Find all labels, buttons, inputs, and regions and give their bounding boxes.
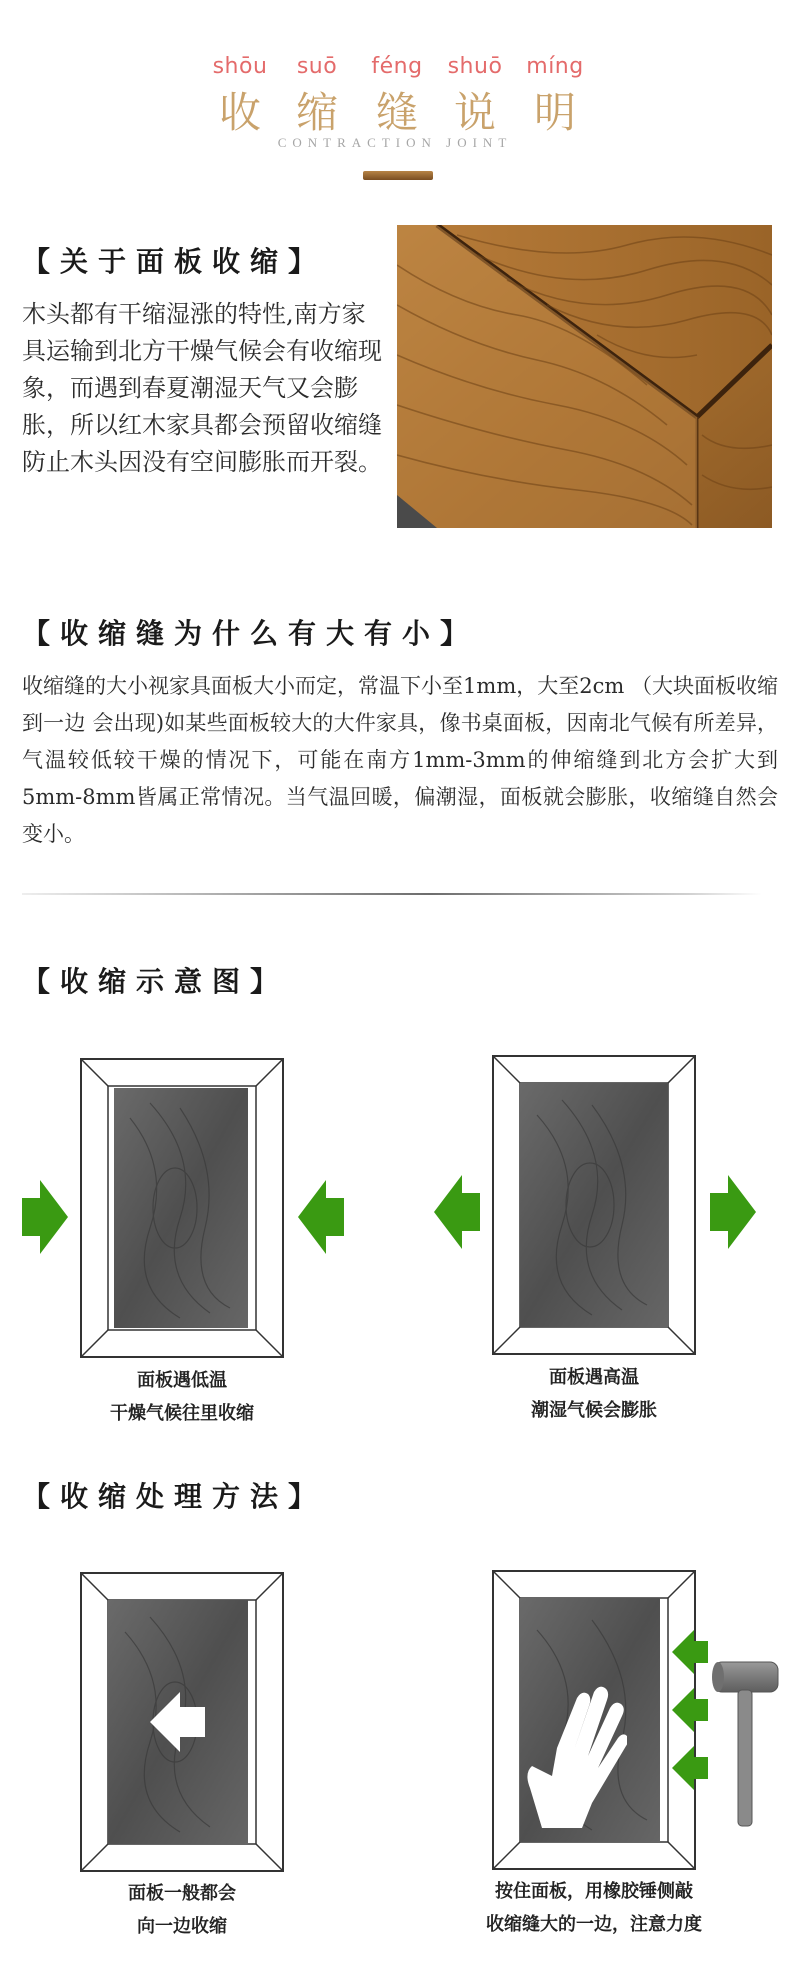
arrow-right-icon (22, 1180, 68, 1254)
caption-line: 向一边收缩 (137, 1916, 227, 1937)
pinyin-suo: suō (296, 54, 338, 79)
caption-line: 面板遇高温 (549, 1367, 639, 1388)
caption-line: 收缩缝大的一边，注意力度 (486, 1914, 702, 1935)
diagram-expand-frame (492, 1055, 696, 1355)
arrow-left-icon (298, 1180, 344, 1254)
caption-line: 潮湿气候会膨胀 (531, 1400, 657, 1421)
caption-line: 按住面板，用橡胶锤侧敲 (495, 1881, 693, 1902)
hanzi-suo: 缩 (295, 88, 338, 137)
arrow-right-icon (710, 1175, 756, 1249)
diagram-hammer-caption (470, 1875, 718, 1941)
arrow-left-icon (672, 1688, 708, 1732)
arrow-left-icon (434, 1175, 480, 1249)
diagram-expand-caption (492, 1361, 696, 1427)
diagram-one-side-caption (80, 1877, 284, 1943)
diagram-one-side-frame (80, 1572, 284, 1872)
arrow-left-icon (672, 1746, 708, 1790)
section-title-method: 【收缩处理方法】 (22, 1480, 327, 1513)
page-subtitle: CONTRACTION JOINT (277, 135, 513, 150)
pinyin-feng: féng (371, 54, 423, 79)
section-title-panel-shrink: 【关于面板收缩】 (22, 245, 327, 278)
rubber-mallet-icon (712, 1650, 780, 1830)
caption-line: 面板一般都会 (128, 1883, 236, 1904)
pinyin-ming: míng (526, 54, 584, 79)
section-text-panel-shrink: 木头都有干缩湿涨的特性,南方家具运输到北方干燥气候会有收缩现象，而遇到春夏潮湿天气又会膨胀，所以红木家具都会预留收缩缝防止木头因没有空间膨胀而开裂。 (22, 300, 382, 476)
pinyin-shou: shōu (212, 54, 268, 79)
hand-icon (522, 1678, 627, 1828)
diagram-shrink-frame (80, 1058, 284, 1358)
section-title-diagram: 【收缩示意图】 (22, 965, 289, 998)
hanzi-ming: 明 (533, 88, 576, 137)
hanzi-feng: 缝 (375, 88, 418, 137)
hanzi-shou: 收 (218, 88, 261, 137)
hanzi-row (0, 80, 790, 136)
page-header (0, 0, 790, 200)
caption-line: 干燥气候往里收缩 (110, 1403, 254, 1424)
caption-line: 面板遇低温 (137, 1370, 227, 1391)
section-text-joint-size: 收缩缝的大小视家具面板大小而定，常温下小至1mm，大至2cm （大块面板收缩到一边 会出现)如某些面板较大的大件家具，像书桌面板，因南北气候有所差异，气温较低较干燥的情况下，可能在南方1mm-3mm的伸缩缝到北方会扩大到5mm-8mm皆属正常情况。当气温回暖，偏潮湿，面板就会膨胀，收缩缝自然会变小。 (22, 674, 778, 846)
header-divider-bar (363, 171, 433, 180)
diagram-shrink-caption (80, 1364, 284, 1430)
section-divider (22, 893, 762, 895)
section-title-joint-size: 【收缩缝为什么有大有小】 (22, 617, 479, 650)
pinyin-shuo: shuō (447, 54, 503, 79)
wood-corner-photo (397, 225, 772, 528)
hanzi-shuo: 说 (453, 88, 496, 137)
arrow-left-icon (672, 1630, 708, 1674)
